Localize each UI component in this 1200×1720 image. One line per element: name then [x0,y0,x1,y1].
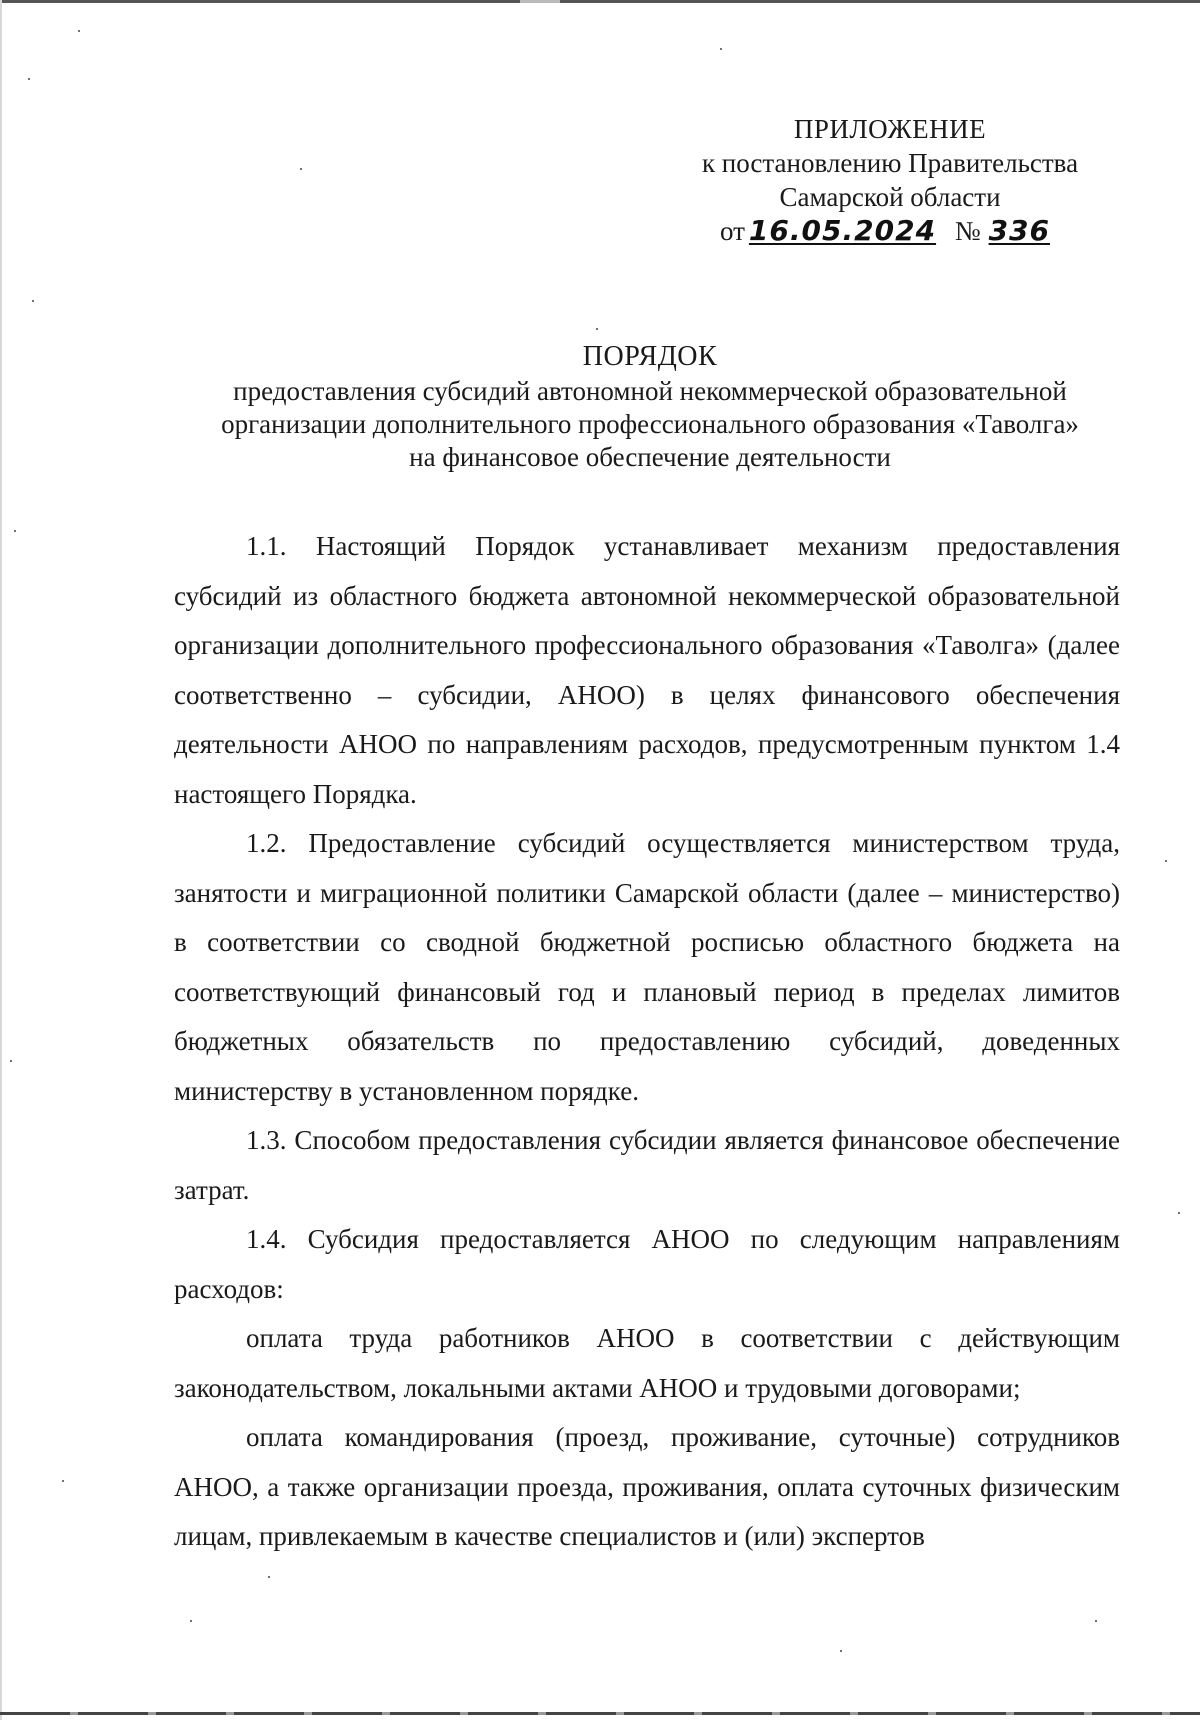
scan-border-bottom [0,1712,1200,1715]
scan-speck [190,1620,192,1622]
document-title-block [160,340,1140,474]
scan-speck [32,300,34,302]
scan-speck [300,168,302,170]
scan-speck [720,48,722,50]
scan-speck [840,1650,842,1652]
scan-speck [1178,1212,1180,1214]
document-subtitle-line-3: на финансовое обеспечение деятельности [409,442,891,472]
appendix-line-2: Самарской области [779,182,1001,212]
document-title: ПОРЯДОК [582,341,718,372]
number-prefix: № [954,216,981,246]
scan-speck [14,530,16,532]
scan-speck [10,1060,12,1062]
scan-speck [268,1576,270,1578]
document-subtitle-line-2: организации дополнительного профессионального образования «Таволга» [221,409,1079,439]
handwritten-date: 16.05.2024 [748,214,937,247]
document-subtitle-line-1: предоставления субсидий автономной некоммерческой образовательной [233,376,1067,406]
paragraph-1-3: 1.3. Способом предоставления субсидии является финансовое обеспечение затрат. [174,1125,1120,1205]
paragraph-1-1: 1.1. Настоящий Порядок устанавливает механизм предоставления субсидий из областного бюджета автономной некоммерческой образовательной организации дополнительного профессионального образования «Таволга» (далее соответственно – субсидии, АНОО) в целях финансового обеспечения деятельности АНОО по направлениям расходов, предусмотренным пунктом 1.4 настоящего Порядка. [174,531,1120,809]
scan-speck [78,30,80,32]
appendix-line-1: к постановлению Правительства [701,148,1079,178]
appendix-date-line [660,214,1120,248]
appendix-title: ПРИЛОЖЕНИЕ [793,114,987,144]
paragraph-1-4: 1.4. Субсидия предоставляется АНОО по следующим направлениям расходов: [174,1224,1120,1304]
appendix-header [660,112,1120,248]
scan-speck [1165,860,1167,862]
document-body [174,522,1120,1562]
handwritten-number: 336 [988,214,1051,247]
scan-border-left [0,0,2,1720]
scan-speck [62,1480,64,1482]
scan-speck [28,78,30,80]
date-prefix: от [719,216,745,246]
paragraph-1-2: 1.2. Предоставление субсидий осуществляется министерством труда, занятости и миграционной политики Самарской области (далее – министерство) в соответствии со сводной бюджетной росписью областного бюджета на соответствующий финансовый год и плановый период в пределах лимитов бюджетных обязательств по предоставлению субсидий, доведенных министерству в установленном порядке. [174,828,1120,1106]
scan-speck [596,328,598,330]
paragraph-expense-item-1: оплата труда работников АНОО в соответствии с действующим законодательством, локальными актами АНОО и трудовыми договорами; [174,1323,1120,1403]
scan-speck [1095,1620,1097,1622]
scan-border-top [0,0,1200,3]
paragraph-expense-item-2: оплата командирования (проезд, проживание, суточные) сотрудников АНОО, а также организации проезда, проживания, оплата суточных физическим лицам, привлекаемым в качестве специалистов и (или) экспертов [174,1422,1120,1551]
